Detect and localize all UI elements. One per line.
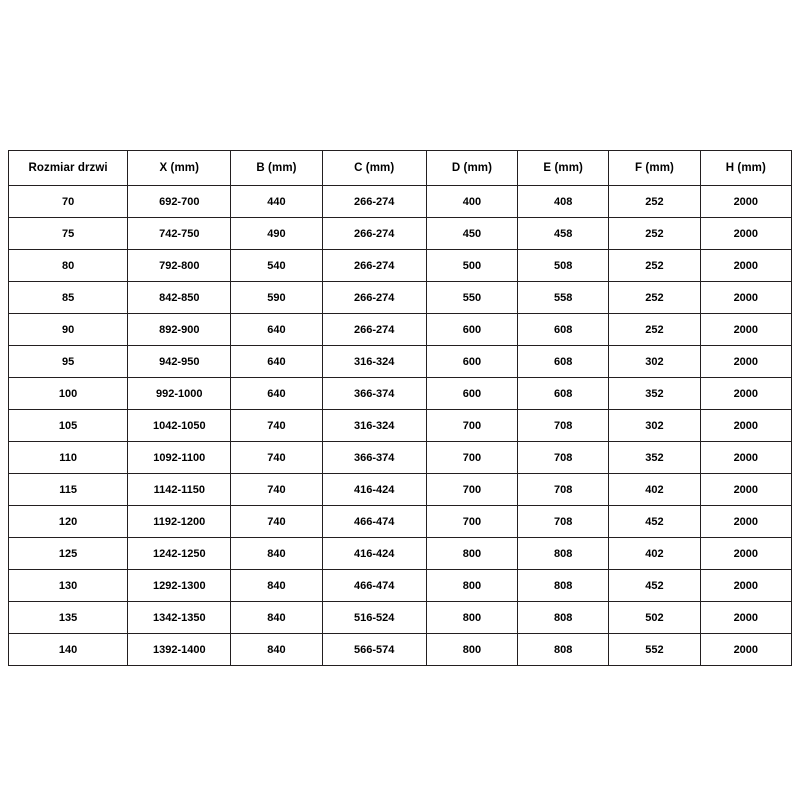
cell-f: 252 bbox=[609, 250, 700, 282]
cell-door-size: 135 bbox=[9, 602, 128, 634]
cell-f: 452 bbox=[609, 570, 700, 602]
cell-x: 1342-1350 bbox=[128, 602, 231, 634]
cell-c: 466-474 bbox=[322, 570, 426, 602]
cell-x: 842-850 bbox=[128, 282, 231, 314]
cell-d: 400 bbox=[426, 186, 517, 218]
cell-c: 266-274 bbox=[322, 250, 426, 282]
cell-c: 566-574 bbox=[322, 634, 426, 666]
cell-h: 2000 bbox=[700, 410, 791, 442]
cell-e: 458 bbox=[518, 218, 609, 250]
table-row bbox=[9, 378, 792, 410]
cell-h: 2000 bbox=[700, 506, 791, 538]
cell-b: 590 bbox=[231, 282, 322, 314]
cell-x: 742-750 bbox=[128, 218, 231, 250]
cell-f: 252 bbox=[609, 282, 700, 314]
cell-e: 708 bbox=[518, 474, 609, 506]
cell-x: 1292-1300 bbox=[128, 570, 231, 602]
cell-d: 700 bbox=[426, 506, 517, 538]
cell-x: 1392-1400 bbox=[128, 634, 231, 666]
cell-d: 600 bbox=[426, 314, 517, 346]
cell-d: 600 bbox=[426, 346, 517, 378]
cell-x: 1242-1250 bbox=[128, 538, 231, 570]
cell-x: 992-1000 bbox=[128, 378, 231, 410]
cell-b: 740 bbox=[231, 506, 322, 538]
cell-f: 252 bbox=[609, 314, 700, 346]
cell-x: 1192-1200 bbox=[128, 506, 231, 538]
table-row bbox=[9, 538, 792, 570]
cell-e: 608 bbox=[518, 378, 609, 410]
cell-f: 452 bbox=[609, 506, 700, 538]
table-row bbox=[9, 218, 792, 250]
cell-b: 640 bbox=[231, 314, 322, 346]
column-header-c: C (mm) bbox=[322, 151, 426, 186]
cell-door-size: 110 bbox=[9, 442, 128, 474]
table-header-row bbox=[9, 151, 792, 186]
cell-c: 266-274 bbox=[322, 218, 426, 250]
table-header bbox=[9, 151, 792, 186]
cell-d: 800 bbox=[426, 634, 517, 666]
cell-h: 2000 bbox=[700, 442, 791, 474]
cell-door-size: 90 bbox=[9, 314, 128, 346]
cell-h: 2000 bbox=[700, 346, 791, 378]
column-header-door-size: Rozmiar drzwi bbox=[9, 151, 128, 186]
cell-e: 808 bbox=[518, 602, 609, 634]
cell-c: 466-474 bbox=[322, 506, 426, 538]
cell-f: 552 bbox=[609, 634, 700, 666]
column-header-b: B (mm) bbox=[231, 151, 322, 186]
cell-f: 352 bbox=[609, 442, 700, 474]
cell-d: 700 bbox=[426, 474, 517, 506]
column-header-h: H (mm) bbox=[700, 151, 791, 186]
column-header-x: X (mm) bbox=[128, 151, 231, 186]
table-row bbox=[9, 634, 792, 666]
cell-b: 490 bbox=[231, 218, 322, 250]
cell-door-size: 130 bbox=[9, 570, 128, 602]
cell-h: 2000 bbox=[700, 634, 791, 666]
cell-h: 2000 bbox=[700, 538, 791, 570]
cell-h: 2000 bbox=[700, 570, 791, 602]
cell-e: 608 bbox=[518, 346, 609, 378]
table-row bbox=[9, 570, 792, 602]
cell-door-size: 140 bbox=[9, 634, 128, 666]
cell-b: 840 bbox=[231, 538, 322, 570]
cell-f: 302 bbox=[609, 410, 700, 442]
cell-door-size: 80 bbox=[9, 250, 128, 282]
cell-door-size: 125 bbox=[9, 538, 128, 570]
cell-f: 352 bbox=[609, 378, 700, 410]
cell-d: 700 bbox=[426, 410, 517, 442]
table-row bbox=[9, 506, 792, 538]
cell-c: 316-324 bbox=[322, 410, 426, 442]
cell-c: 266-274 bbox=[322, 186, 426, 218]
cell-h: 2000 bbox=[700, 474, 791, 506]
table-row bbox=[9, 346, 792, 378]
cell-x: 1092-1100 bbox=[128, 442, 231, 474]
cell-c: 266-274 bbox=[322, 314, 426, 346]
cell-b: 540 bbox=[231, 250, 322, 282]
cell-x: 692-700 bbox=[128, 186, 231, 218]
table-row bbox=[9, 602, 792, 634]
cell-e: 708 bbox=[518, 410, 609, 442]
cell-d: 550 bbox=[426, 282, 517, 314]
cell-d: 500 bbox=[426, 250, 517, 282]
cell-c: 516-524 bbox=[322, 602, 426, 634]
cell-f: 402 bbox=[609, 538, 700, 570]
cell-f: 502 bbox=[609, 602, 700, 634]
cell-x: 942-950 bbox=[128, 346, 231, 378]
cell-x: 1142-1150 bbox=[128, 474, 231, 506]
column-header-d: D (mm) bbox=[426, 151, 517, 186]
cell-f: 302 bbox=[609, 346, 700, 378]
cell-c: 316-324 bbox=[322, 346, 426, 378]
table-row bbox=[9, 314, 792, 346]
cell-b: 740 bbox=[231, 474, 322, 506]
cell-b: 840 bbox=[231, 634, 322, 666]
cell-c: 416-424 bbox=[322, 474, 426, 506]
cell-door-size: 115 bbox=[9, 474, 128, 506]
cell-door-size: 85 bbox=[9, 282, 128, 314]
cell-e: 508 bbox=[518, 250, 609, 282]
cell-h: 2000 bbox=[700, 378, 791, 410]
cell-d: 700 bbox=[426, 442, 517, 474]
cell-e: 608 bbox=[518, 314, 609, 346]
cell-door-size: 120 bbox=[9, 506, 128, 538]
cell-e: 708 bbox=[518, 442, 609, 474]
cell-b: 640 bbox=[231, 378, 322, 410]
cell-c: 366-374 bbox=[322, 442, 426, 474]
cell-c: 266-274 bbox=[322, 282, 426, 314]
cell-d: 450 bbox=[426, 218, 517, 250]
cell-f: 252 bbox=[609, 218, 700, 250]
cell-door-size: 75 bbox=[9, 218, 128, 250]
cell-e: 808 bbox=[518, 570, 609, 602]
cell-door-size: 95 bbox=[9, 346, 128, 378]
cell-f: 402 bbox=[609, 474, 700, 506]
cell-door-size: 105 bbox=[9, 410, 128, 442]
cell-d: 800 bbox=[426, 570, 517, 602]
table-body bbox=[9, 186, 792, 666]
cell-h: 2000 bbox=[700, 282, 791, 314]
cell-e: 808 bbox=[518, 634, 609, 666]
cell-b: 740 bbox=[231, 442, 322, 474]
cell-x: 1042-1050 bbox=[128, 410, 231, 442]
cell-e: 408 bbox=[518, 186, 609, 218]
cell-b: 840 bbox=[231, 602, 322, 634]
cell-c: 416-424 bbox=[322, 538, 426, 570]
specification-table bbox=[8, 150, 792, 666]
cell-d: 600 bbox=[426, 378, 517, 410]
table-row bbox=[9, 474, 792, 506]
cell-e: 708 bbox=[518, 506, 609, 538]
table-row bbox=[9, 410, 792, 442]
cell-door-size: 100 bbox=[9, 378, 128, 410]
cell-f: 252 bbox=[609, 186, 700, 218]
column-header-f: F (mm) bbox=[609, 151, 700, 186]
cell-x: 792-800 bbox=[128, 250, 231, 282]
cell-d: 800 bbox=[426, 602, 517, 634]
cell-c: 366-374 bbox=[322, 378, 426, 410]
cell-h: 2000 bbox=[700, 314, 791, 346]
table-row bbox=[9, 442, 792, 474]
table-row bbox=[9, 250, 792, 282]
cell-b: 840 bbox=[231, 570, 322, 602]
cell-e: 558 bbox=[518, 282, 609, 314]
cell-b: 740 bbox=[231, 410, 322, 442]
cell-d: 800 bbox=[426, 538, 517, 570]
cell-door-size: 70 bbox=[9, 186, 128, 218]
cell-h: 2000 bbox=[700, 602, 791, 634]
cell-b: 440 bbox=[231, 186, 322, 218]
cell-e: 808 bbox=[518, 538, 609, 570]
cell-x: 892-900 bbox=[128, 314, 231, 346]
cell-b: 640 bbox=[231, 346, 322, 378]
table-row bbox=[9, 282, 792, 314]
cell-h: 2000 bbox=[700, 186, 791, 218]
cell-h: 2000 bbox=[700, 218, 791, 250]
column-header-e: E (mm) bbox=[518, 151, 609, 186]
table-row bbox=[9, 186, 792, 218]
specification-table-container bbox=[8, 150, 792, 666]
cell-h: 2000 bbox=[700, 250, 791, 282]
